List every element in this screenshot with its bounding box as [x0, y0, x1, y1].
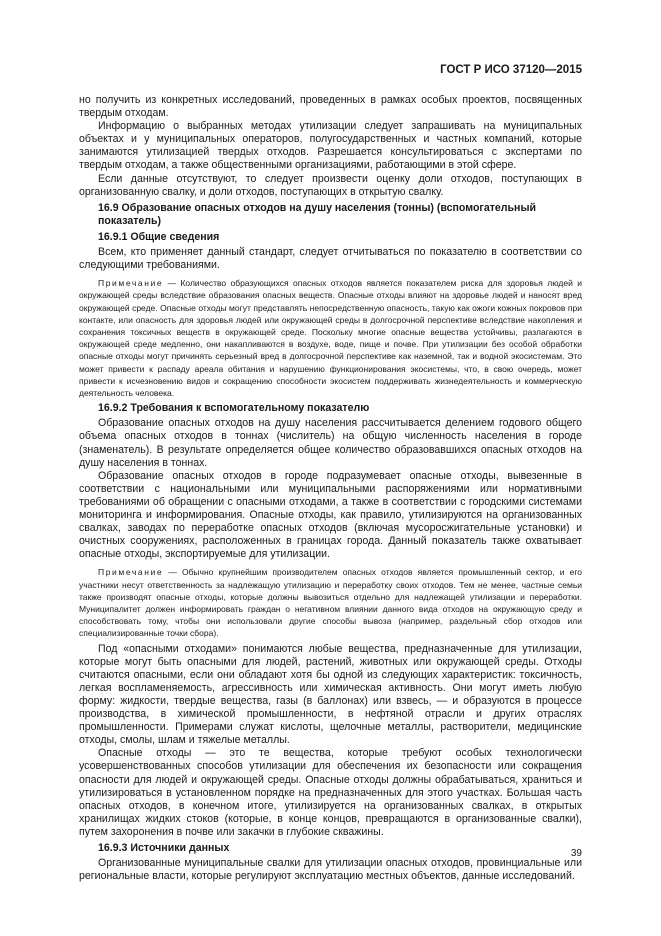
- paragraph-city-waste: Образование опасных отходов в городе подразумевает опасные отходы, вывезенные в соответствии с национальными или муниципальными распоряжениями или нормативными требованиями об обращении с опасными отходами, а также в соответствии с городскими системами мониторинга и информирования. Опасные отходы, как правило, утилизируются на организованных свалках, заводах по переработке опасных отходов (включая мусоросжигательные установки) и очистных сооружениях, расположенных в границах города. Данный показатель также охватывает опасные отходы, экспортируемые для утилизации.: [79, 469, 582, 561]
- paragraph-continuation: но получить из конкретных исследований, проведенных в рамках особых проектов, посвященных твердым отходам.: [79, 94, 582, 120]
- note-hazard-risk: [79, 277, 582, 399]
- note-text: — Количество образующихся опасных отходов является показателем риска для здоровья людей и окружающей среды вследствие образования опасных веществ. Опасные отходы влияют на здоровье людей и наносят вред окружающей среде. Опасные отходы могут представлять непосредственную опасность, такую как ожоги кожных покровов при контакте, или опасность для здоровья людей или окружающей среды в долгосрочной перспективе вследствие накопления и сохранения токсичных веществ в окружающей среде. Поскольку многие опасные вещества устойчивы, разлагаются в окружающей среде медленно, они накапливаются в воздухе, воде, пище и почве. При утилизации без особой обработки опасные отходы могут причинять серьезный вред в долгосрочной перспективе как наземной, так и водной экосистемам. Это может привести к распаду ареала обитания и нарушению функционирования экосистемы, что, в свою очередь, может привести к исчезновению видов и сокращению способности экосистем поддерживать жизнедеятельность и коммерческую деятельность человека.: [79, 278, 582, 399]
- paragraph-calculation: Образование опасных отходов на душу населения рассчитывается делением годового общего объема опасных отходов в тоннах (числитель) на общую численность населения в городе (знаменатель). В результате определяется общее количество образовавшихся опасных отходов на душу населения в тоннах.: [79, 417, 582, 469]
- paragraph-definition: Под «опасными отходами» понимаются любые вещества, предназначенные для утилизации, которые могут быть опасными для людей, растений, животных или окружающей среды. Отходы считаются опасными, если они обладают хотя бы одной из следующих характеристик: токсичность, легкая воспламеняемость, агрессивность или химическая активность. Они могут иметь любую форму: жидкости, твердые вещества, газы (в баллонах) или взвесь, — и образуются в процессе производства, в химической промышленности, в нефтяной отрасли и других отраслях промышленности. Примерами служат кислоты, щелочные металлы, растворители, медицинские отходы, смолы, шлам и тяжелые металлы.: [79, 642, 582, 747]
- section-heading-16-9-1: 16.9.1 Общие сведения: [98, 230, 220, 243]
- page-number: 39: [570, 848, 582, 859]
- page-content: [79, 94, 582, 883]
- section-heading-16-9-2: 16.9.2 Требования к вспомогательному показателю: [98, 402, 370, 415]
- section-heading-16-9: 16.9 Образование опасных отходов на душу населения (тонны) (вспомогательный показатель): [98, 201, 537, 227]
- note-industrial-sector: [79, 566, 582, 639]
- paragraph-general: Всем, кто применяет данный стандарт, следует отчитываться по показателю в соответствии со следующими требованиями.: [79, 246, 582, 272]
- document-code: ГОСТ Р ИСО 37120—2015: [440, 64, 582, 76]
- note-label: Примечание: [98, 567, 164, 578]
- paragraph-missing-data: Если данные отсутствуют, то следует произвести оценку доли отходов, поступающих в организованную свалку, и доли отходов, поступающих в открытую свалку.: [79, 172, 582, 198]
- note-text: — Обычно крупнейшим производителем опасных отходов является промышленный сектор, и его участники несут ответственность за надлежащую утилизацию и переработку своих отходов. Тем не менее, частные семьи также производят опасные отходы, которые должны вывозиться отдельно для надлежащей утилизации и переработки. Муниципалитет должен информировать граждан о негативном влиянии данного вида отходов на окружающую среду и способствовать тому, чтобы они использовали другие способы вывоза (например, раздельный сбор отходов или специализированные точки сбора).: [79, 567, 582, 639]
- section-heading-16-9-3: 16.9.3 Источники данных: [98, 842, 230, 854]
- paragraph-treatment: Опасные отходы — это те вещества, которые требуют особых технологически усовершенствованных способов утилизации для обеспечения их безопасности или сокращения опасности для людей и окружающей среды. Опасные отходы должны обрабатываться, храниться и утилизироваться в установленном порядке на предназначенных для этого участках. Большая часть опасных отходов, в конечном итоге, утилизируется на организованных свалках, в открытых хранилищах жидких стоков (которые, в конце концов, превращаются в организованные свалки), путем захоронения в почве или закачки в глубокие скважины.: [79, 747, 582, 838]
- paragraph-info-sources: Информацию о выбранных методах утилизации следует запрашивать на муниципальных объектах и у муниципальных операторов, полугосударственных и частных компаний, которые занимаются утилизацией твердых отходов. Разрешается консультироваться с экспертами по твердым отходам, а также общественными организациями, работающими в этой сфере.: [79, 120, 582, 172]
- paragraph-data-sources: Организованные муниципальные свалки для утилизации опасных отходов, провинциальные или региональные власти, которые регулируют эксплуатацию местных объектов, данные исследований.: [79, 857, 582, 883]
- note-label: Примечание: [98, 278, 164, 289]
